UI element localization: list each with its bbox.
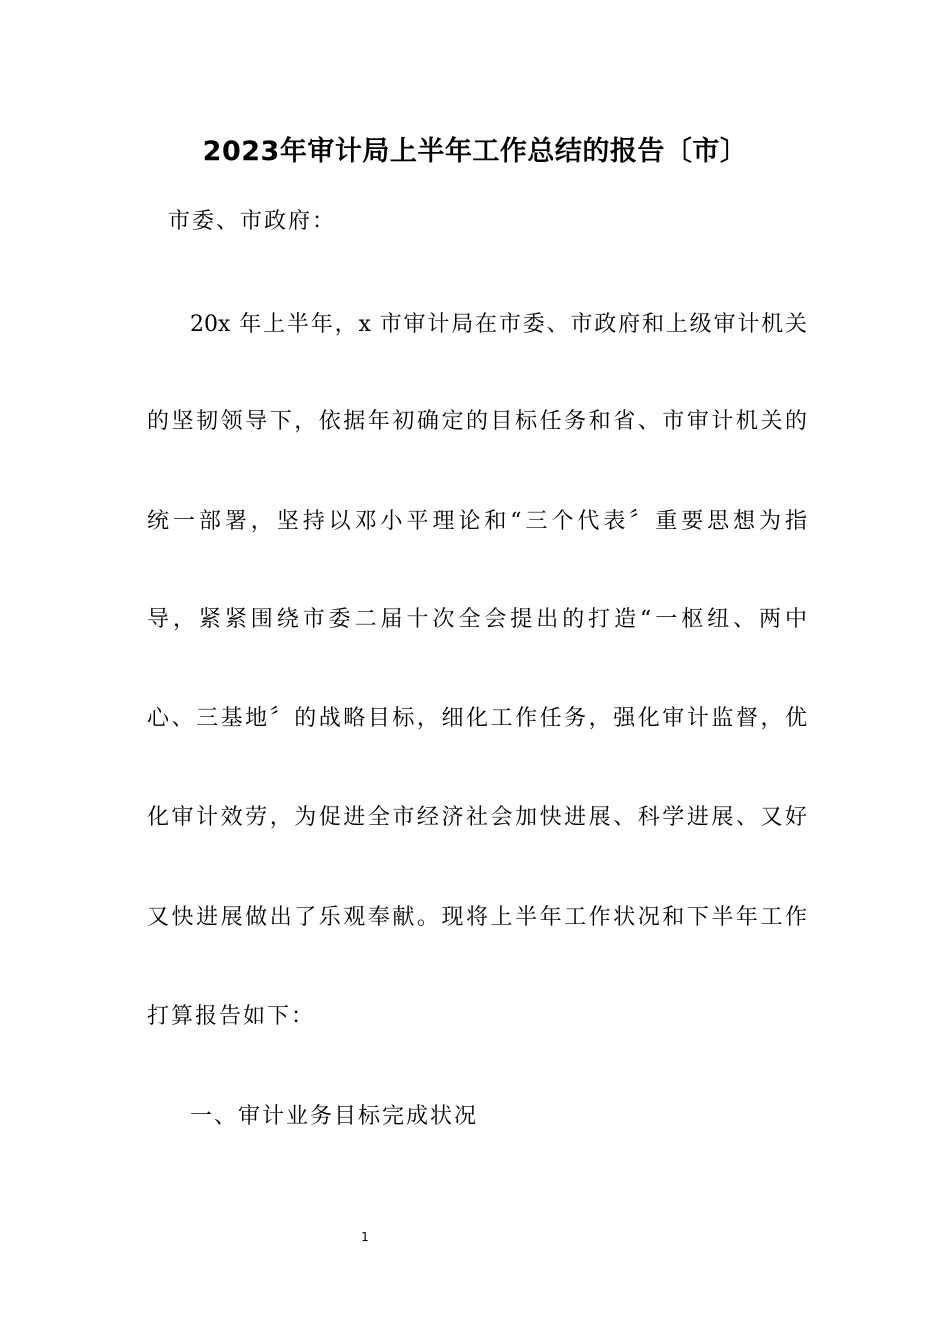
paragraph-line: 化审计效劳，为促进全市经济社会加快进展、科学进展、又好 bbox=[147, 805, 807, 830]
page-number: 1 bbox=[361, 1230, 369, 1244]
paragraph-line: 打算报告如下： bbox=[147, 1004, 316, 1029]
paragraph-line: 导，紧紧围绕市委二届十次全会提出的打造“一枢纽、两中 bbox=[147, 607, 807, 632]
paragraph-line: 又快进展做出了乐观奉献。现将上半年工作状况和下半年工作 bbox=[147, 905, 807, 930]
document-title: 2023年审计局上半年工作总结的报告〔市〕 bbox=[202, 136, 748, 167]
paragraph-line: 统一部署，坚持以邓小平理论和“三个代表〞重要思想为指 bbox=[147, 509, 807, 534]
salutation: 市委、市政府： bbox=[168, 209, 337, 234]
section-heading: 一、审计业务目标完成状况 bbox=[190, 1104, 479, 1129]
paragraph-line: 心、三基地〞的战略目标，细化工作任务，强化审计监督，优 bbox=[147, 706, 807, 731]
paragraph-line: 的坚韧领导下，依据年初确定的目标任务和省、市审计机关的 bbox=[147, 409, 807, 434]
paragraph-line: 20x 年上半年，x 市审计局在市委、市政府和上级审计机关 bbox=[190, 312, 807, 337]
